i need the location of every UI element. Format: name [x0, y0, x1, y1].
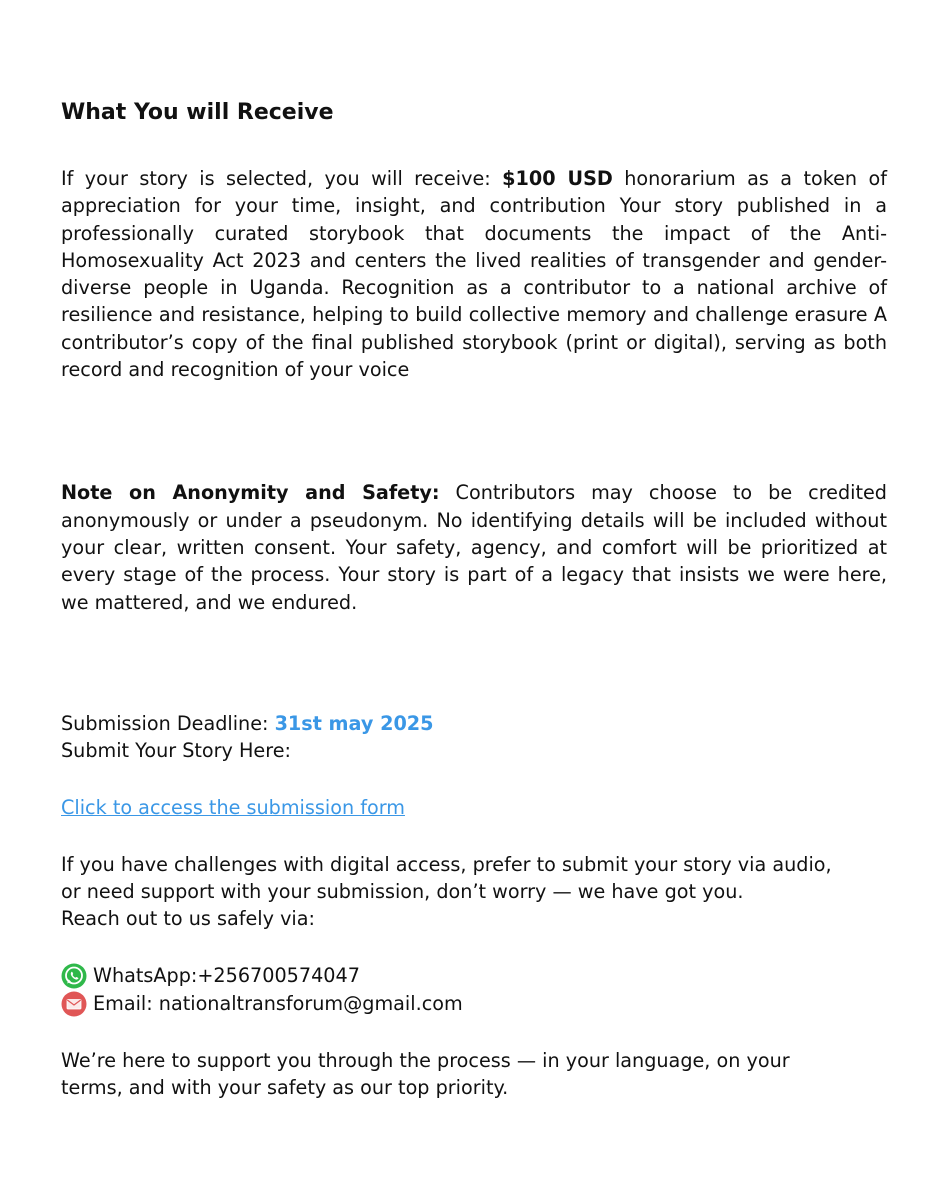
deadline-date: 31st may 2025	[274, 711, 434, 735]
submit-label: Submit Your Story Here:	[61, 739, 291, 763]
closing-line-2: terms, and with your safety as our top priority.	[61, 1075, 509, 1099]
document-content	[61, 96, 887, 1101]
deadline-label: Submission Deadline:	[61, 711, 275, 735]
receive-body: honorarium as a token of appreciation for your time, insight, and contribution Your story published in a professionally curated storybook that documents the impact of the Anti-Homosexuality Act 2023 and centers the lived realities of transgender and gender-diverse people in Uganda. Recognition as a contributor to a national archive of resilience and resistance, helping to build collective memory and challenge erasure A contributor’s copy of the final published storybook (print or digital), serving as both record and recognition of your voice	[61, 167, 887, 382]
support-block	[61, 851, 887, 933]
support-line-2: or need support with your submission, don’t worry — we have got you.	[61, 880, 744, 904]
note-label: Note on Anonymity and Safety:	[61, 481, 440, 505]
whatsapp-text: WhatsApp:+256700574047	[93, 963, 360, 987]
note-text: Contributors may choose to be credited anonymously or under a pseudonym. No identifying details will be included without your clear, written consent. Your safety, agency, and comfort will be prioritized at every stage of the process. Your story is part of a legacy that insists we were here, we mattered, and we endured.	[61, 481, 887, 614]
anonymity-note	[61, 479, 887, 615]
deadline-block	[61, 710, 887, 765]
email-text: Email: nationaltransforum@gmail.com	[93, 991, 463, 1015]
whatsapp-icon	[61, 963, 87, 989]
contacts-block	[61, 962, 887, 1018]
deadline-line	[61, 710, 887, 737]
whatsapp-contact[interactable]	[61, 962, 887, 990]
form-link-block	[61, 794, 887, 821]
support-line-3: Reach out to us safely via:	[61, 907, 315, 931]
email-contact[interactable]	[61, 990, 887, 1018]
support-line-1: If you have challenges with digital access, prefer to submit your story via audio,	[61, 852, 832, 876]
receive-intro: If your story is selected, you will receive:	[61, 167, 503, 190]
receive-paragraph	[61, 165, 887, 383]
envelope-icon	[61, 991, 87, 1017]
honorarium-amount: $100 USD	[502, 167, 613, 190]
closing-block	[61, 1047, 887, 1102]
closing-line-1: We’re here to support you through the process — in your language, on your	[61, 1048, 790, 1072]
submission-form-link[interactable]: Click to access the submission form	[61, 796, 405, 820]
section-heading: What You will Receive	[61, 100, 334, 125]
